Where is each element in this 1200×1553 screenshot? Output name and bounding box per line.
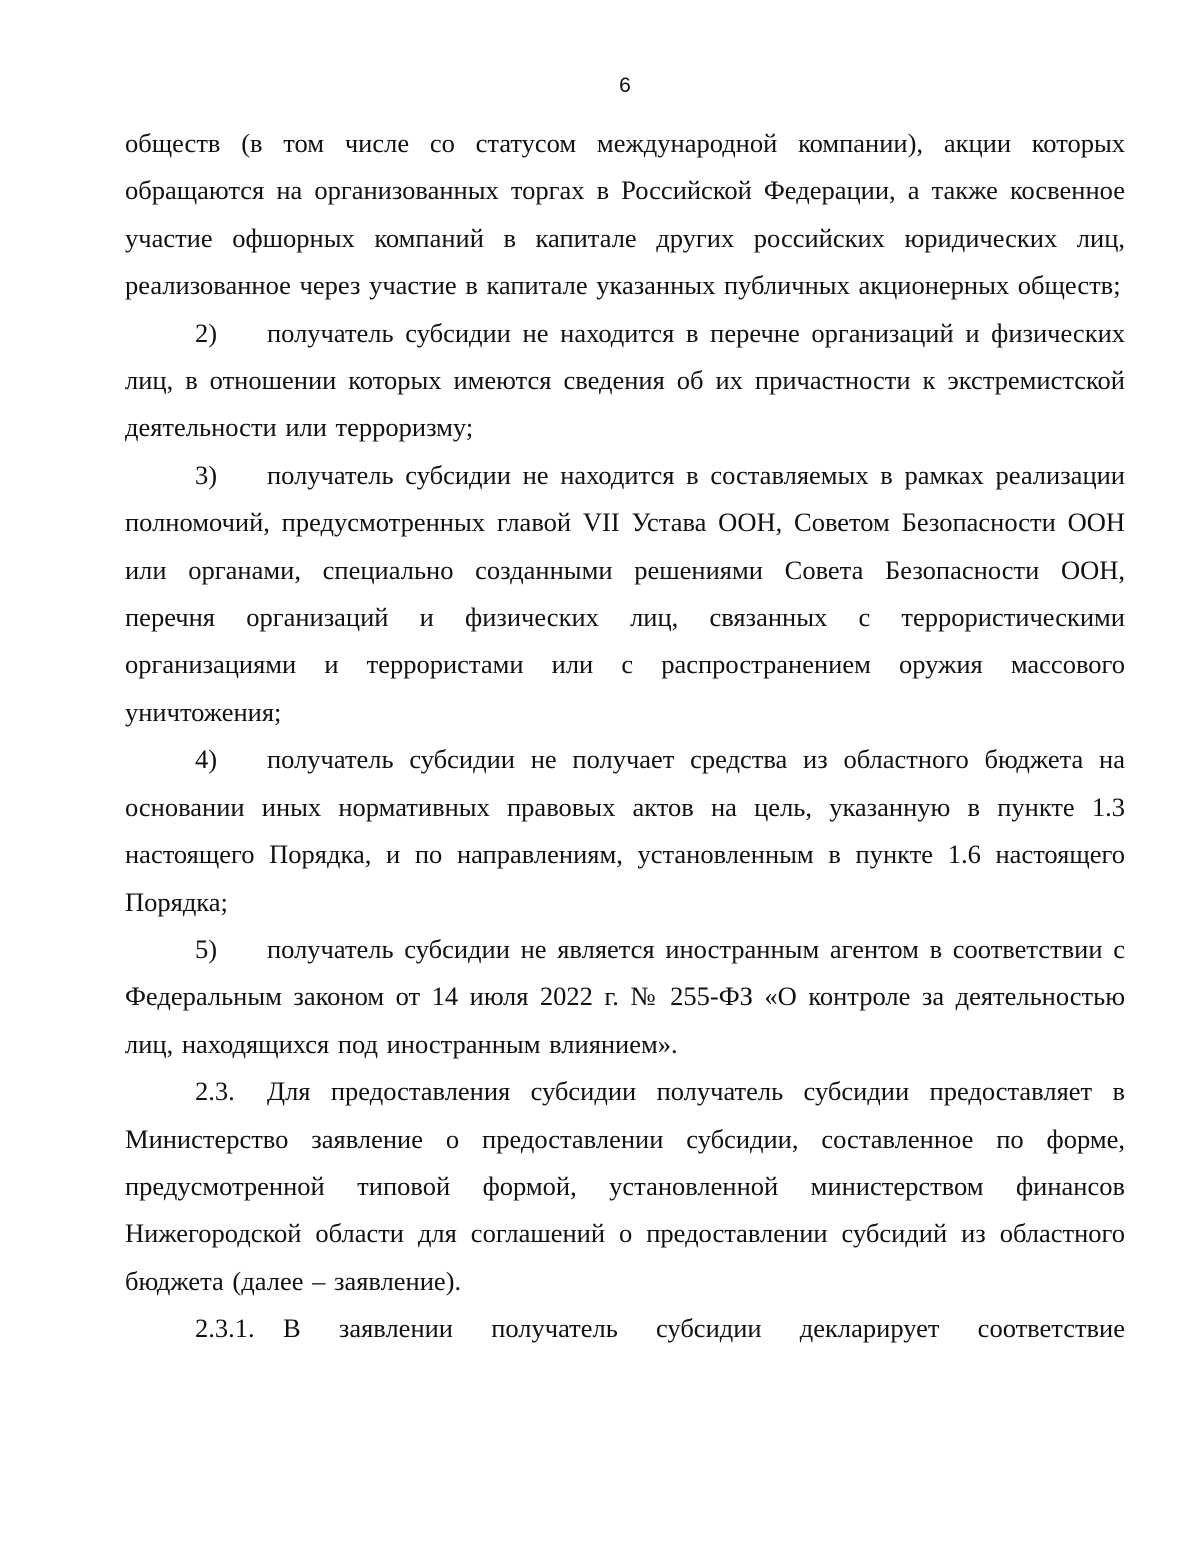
paragraph-number: 5) xyxy=(195,933,218,964)
paragraph-number: 4) xyxy=(195,744,218,775)
paragraph-number: 2.3. xyxy=(195,1076,235,1107)
paragraph-text: Для предоставления субсидии получатель субсидии предоставляет в Министерство заявление о предоставлении субсидии, составленное по форме, предусмотренной типовой формой, установленной министерством финансов Нижегородской области для соглашений о предоставлении субсидий из областного бюджета (далее – заявление). xyxy=(125,1076,1125,1296)
paragraph-text: получатель субсидии не получает средства из областного бюджета на основании иных нормативных правовых актов на цель, указанную в пункте 1.3 настоящего Порядка, и по направлениям, установленным в пункте 1.6 настоящего Порядка; xyxy=(125,744,1125,917)
paragraph-continuation xyxy=(125,120,1125,310)
paragraph-item-5 xyxy=(125,926,1125,1068)
paragraph-item-2 xyxy=(125,310,1125,452)
document-body xyxy=(125,120,1125,1353)
paragraph-text: получатель субсидии не является иностранным агентом в соответствии с Федеральным законом от 14 июля 2022 г. № 255-ФЗ «О контроле за деятельностью лиц, находящихся под иностранным влиянием». xyxy=(125,933,1125,1059)
paragraph-text: В заявлении получатель субсидии декларирует соответствие xyxy=(283,1313,1125,1344)
paragraph-text: получатель субсидии не находится в составляемых в рамках реализации полномочий, предусмотренных главой VII Устава ООН, Советом Безопасности ООН или органами, специально созданными решениями Совета Безопасности ООН, перечня организаций и физических лиц, связанных с террористическими организациями и террористами или с распространением оружия массового уничтожения; xyxy=(125,459,1125,727)
paragraph-text: получатель субсидии не находится в перечне организаций и физических лиц, в отношении которых имеются сведения об их причастности к экстремистской деятельности или терроризму; xyxy=(125,317,1125,443)
paragraph-number: 2) xyxy=(195,317,218,348)
paragraph-number: 2.3.1. xyxy=(195,1313,255,1344)
paragraph-number: 3) xyxy=(195,459,218,490)
paragraph-text: обществ (в том числе со статусом международной компании), акции которых обращаются на организованных торгах в Российской Федерации, а также косвенное участие офшорных компаний в капитале других российских юридических лиц, реализованное через участие в капитале указанных публичных акционерных обществ; xyxy=(125,128,1125,301)
paragraph-item-3 xyxy=(125,452,1125,736)
paragraph-section-2-3 xyxy=(125,1068,1125,1305)
paragraph-section-2-3-1 xyxy=(125,1305,1125,1352)
paragraph-item-4 xyxy=(125,736,1125,926)
page-number: 6 xyxy=(619,74,631,97)
